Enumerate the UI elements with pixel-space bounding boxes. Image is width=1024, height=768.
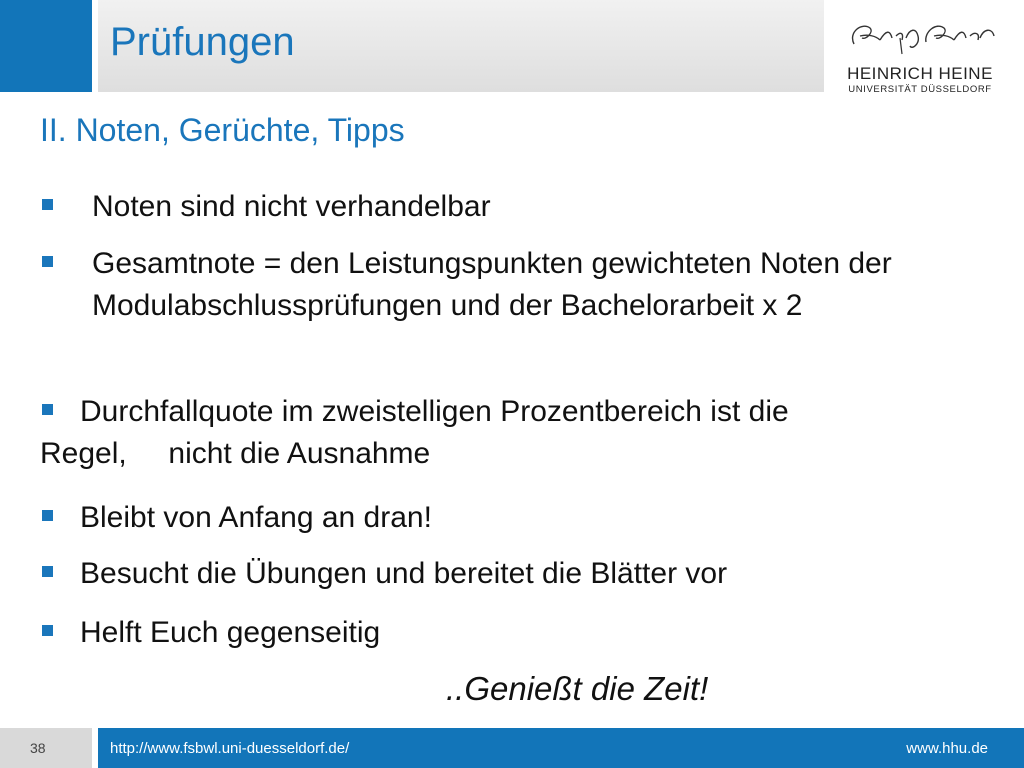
- list-item: [92, 186, 491, 228]
- list-item-text: Besucht die Übungen und bereitet die Blätter vor: [80, 557, 728, 590]
- list-item: [80, 553, 727, 595]
- header-blue-block: [0, 0, 92, 92]
- list-item: [40, 391, 1000, 475]
- slide-subtitle: II. Noten, Gerüchte, Tipps: [40, 112, 405, 148]
- bullet-square-icon: [42, 199, 53, 210]
- bullet-square-icon: [42, 256, 53, 267]
- list-item: [92, 243, 952, 327]
- slide-title: Prüfungen: [110, 20, 295, 64]
- list-item-text: Regel, nicht die Ausnahme: [40, 437, 431, 470]
- page-number: 38: [30, 740, 46, 756]
- list-item-text: Noten sind nicht verhandelbar: [92, 190, 491, 223]
- footer-page-box: [0, 728, 92, 768]
- logo-name: HEINRICH HEINE: [847, 64, 993, 83]
- footer-bar: [98, 728, 1024, 768]
- university-logo: [840, 14, 1000, 96]
- footer-url-link[interactable]: http://www.fsbwl.uni-duesseldorf.de/: [110, 740, 350, 757]
- list-item-text: Durchfallquote im zweistelligen Prozentbereich ist die: [80, 395, 789, 428]
- list-item: [80, 497, 432, 539]
- bullet-square-icon: [42, 404, 53, 415]
- list-item: [80, 612, 380, 654]
- footer-site-link[interactable]: www.hhu.de: [906, 740, 988, 757]
- closing-line: ..Genießt die Zeit!: [446, 670, 709, 707]
- list-item-text: Gesamtnote = den Leistungspunkten gewichteten Noten der Modulabschlussprüfungen und der Bachelorarbeit x 2: [92, 247, 892, 322]
- list-item-text: Helft Euch gegenseitig: [80, 616, 381, 649]
- list-item-text: Bleibt von Anfang an dran!: [80, 501, 432, 534]
- bullet-square-icon: [42, 625, 53, 636]
- bullet-square-icon: [42, 566, 53, 577]
- logo-subtitle: UNIVERSITÄT DÜSSELDORF: [848, 84, 992, 95]
- signature-icon: [840, 14, 1000, 60]
- bullet-square-icon: [42, 510, 53, 521]
